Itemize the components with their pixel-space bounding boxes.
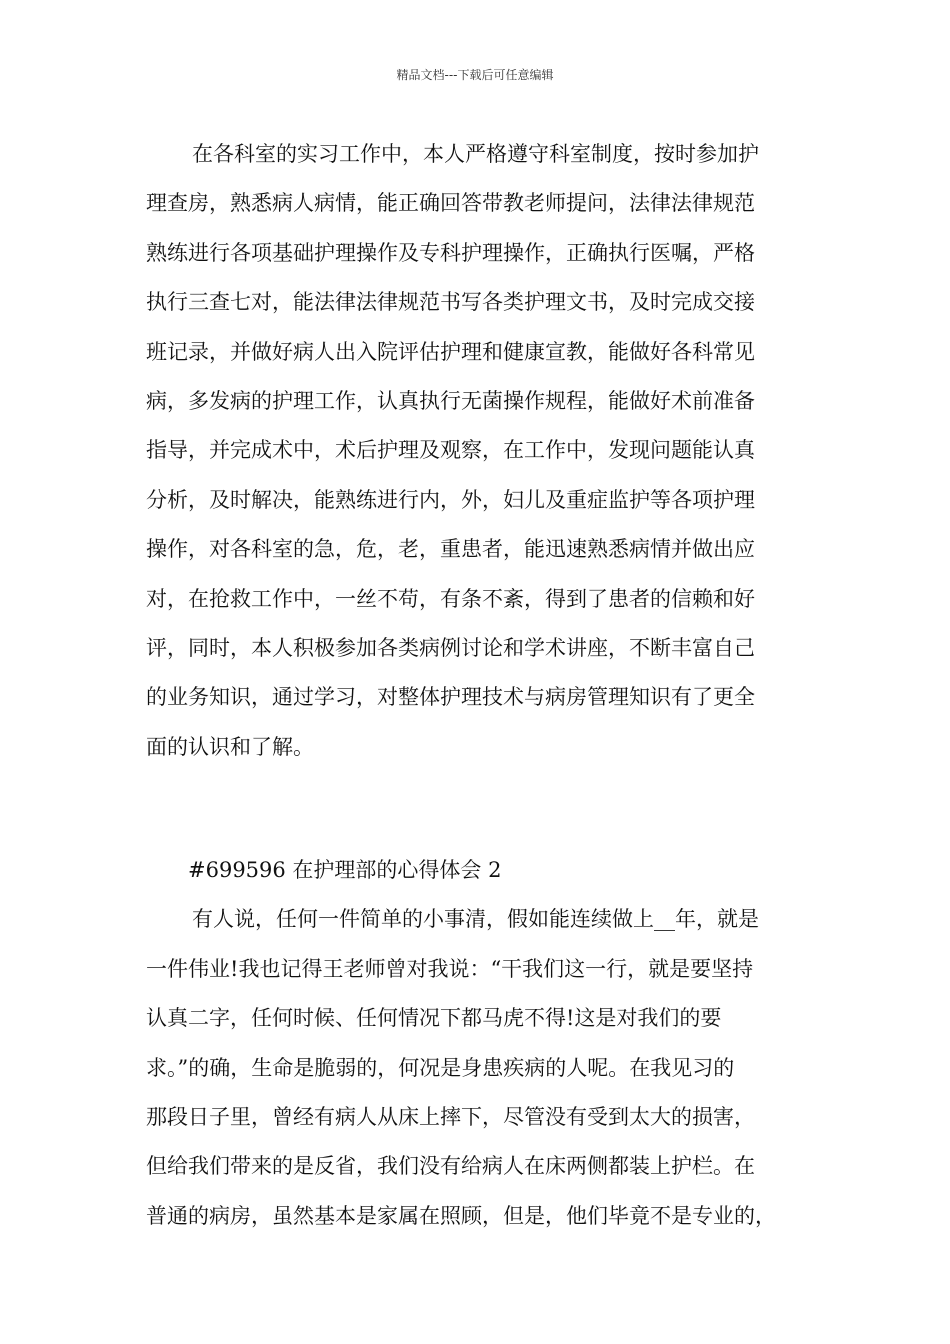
paragraph-line: 病，多发病的护理工作，认真执行无菌操作规程，能做好术前准备	[146, 388, 755, 413]
paragraph-line: 普通的病房，虽然基本是家属在照顾，但是，他们毕竟不是专业的，	[146, 1203, 776, 1228]
paragraph-line: 求。”的确，生命是脆弱的，何况是身患疾病的人呢。在我见习的	[146, 1055, 735, 1080]
paragraph-line: 对，在抢救工作中，一丝不苟，有条不紊，得到了患者的信赖和好	[146, 586, 755, 611]
paragraph-1	[146, 130, 826, 772]
page-header: 精品文档---下载后可任意编辑	[396, 68, 554, 82]
paragraph-line: 认真二字，任何时候、任何情况下都马虎不得!这是对我们的要	[146, 1006, 722, 1031]
paragraph-line: 在各科室的实习工作中，本人严格遵守科室制度，按时参加护	[192, 142, 759, 166]
paragraph-line: 但给我们带来的是反省，我们没有给病人在床两侧都装上护栏。在	[146, 1154, 755, 1179]
paragraph-2	[146, 895, 826, 1241]
paragraph-line: 有人说，任何一件简单的小事清，假如能连续做上__年，就是	[192, 907, 759, 932]
paragraph-line: 执行三查七对，能法律法律规范书写各类护理文书，及时完成交接	[146, 290, 755, 315]
paragraph-line: 分析，及时解决，能熟练进行内，外，妇儿及重症监护等各项护理	[146, 487, 755, 512]
paragraph-line: 面的认识和了解。	[146, 734, 314, 759]
paragraph-line: 的业务知识，通过学习，对整体护理技术与病房管理知识有了更全	[146, 685, 755, 710]
paragraph-line: 评，同时，本人积极参加各类病例讨论和学术讲座，不断丰富自己	[146, 635, 755, 660]
paragraph-line: 操作，对各科室的急，危，老，重患者，能迅速熟悉病情并做出应	[146, 537, 755, 562]
paragraph-line: 一件伟业!我也记得王老师曾对我说：“干我们这一行，就是要坚持	[146, 956, 754, 981]
paragraph-line: 理查房，熟悉病人病情，能正确回答带教老师提问，法律法律规范	[146, 191, 755, 216]
paragraph-line: 班记录，并做好病人出入院评估护理和健康宣教，能做好各科常见	[146, 339, 755, 364]
section-spacer	[146, 772, 826, 846]
document-body	[146, 130, 826, 1241]
section-heading: #699596 在护理部的心得体会 2	[188, 858, 502, 883]
paragraph-line: 那段日子里，曾经有病人从床上摔下，尽管没有受到太大的损害，	[146, 1105, 755, 1130]
paragraph-line: 熟练进行各项基础护理操作及专科护理操作，正确执行医嘱，严格	[146, 240, 755, 265]
paragraph-line: 指导，并完成术中，术后护理及观察，在工作中，发现问题能认真	[146, 438, 755, 463]
